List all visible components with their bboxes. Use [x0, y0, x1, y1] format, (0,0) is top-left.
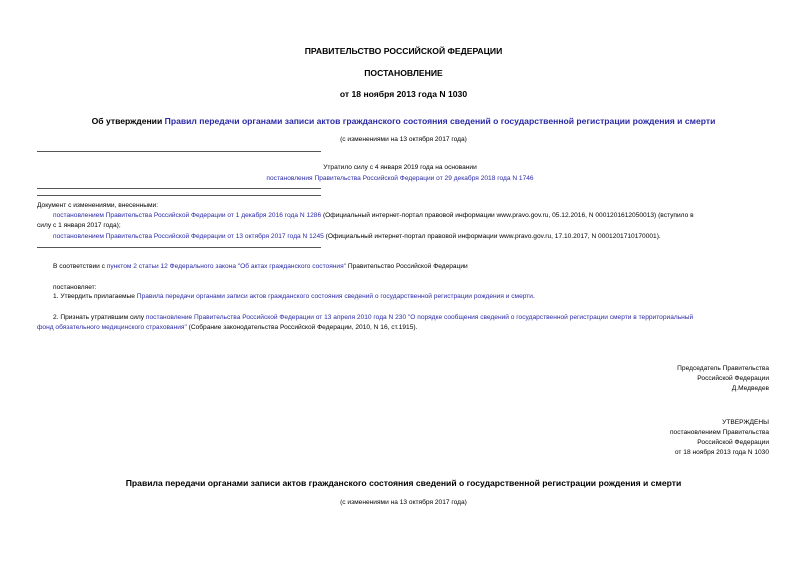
amendments-intro: Документ с изменениями, внесенными: — [37, 202, 159, 209]
amended-note: (с изменениями на 13 октября 2017 года) — [340, 136, 467, 143]
separator-line — [37, 195, 321, 196]
rules-amended-note: (с изменениями на 13 октября 2017 года) — [340, 499, 467, 506]
clause-1-suffix: . — [532, 293, 535, 300]
clause-2-prefix: 2. Признать утратившим силу — [53, 314, 146, 321]
clause-1-prefix: 1. Утвердить прилагаемые — [53, 293, 137, 300]
separator-line — [37, 188, 321, 189]
amendment-item-1-cont: силу с 1 января 2017 года); — [37, 222, 121, 229]
doc-title-prefix: Об утверждении — [91, 116, 165, 126]
doc-title — [0, 116, 807, 126]
lapsed-link[interactable]: постановления Правительства Российской Федерации от 29 декабря 2018 года N 1746 — [266, 175, 534, 182]
lapsed-notice: Утратило силу с 4 января 2019 года на основании — [323, 164, 477, 171]
clause-2-link-b[interactable]: фонд обязательного медицинского страхования" — [37, 324, 187, 331]
approved-date: от 18 ноября 2013 года N 1030 — [674, 449, 769, 456]
amendment-2-link[interactable]: постановлением Правительства Российской Федерации от 13 октября 2017 года N 1245 — [53, 233, 324, 240]
preamble-link[interactable]: пунктом 2 статьи 12 Федерального закона "Об актах гражданского состояния" — [106, 263, 347, 270]
signature-name: Д.Медведев — [731, 385, 769, 392]
separator-line — [37, 151, 321, 152]
approved-by: постановлением Правительства — [669, 429, 769, 436]
rules-title: Правила передачи органами записи актов гражданского состояния сведений о государственной регистрации рождения и смерти — [125, 478, 682, 488]
doc-date-number: от 18 ноября 2013 года N 1030 — [339, 89, 468, 99]
clause-1-link[interactable]: Правила передачи органами записи актов гражданского состояния сведений о государственной регистрации рождения и смерти — [136, 293, 533, 300]
separator-line — [37, 247, 321, 248]
amendment-item-2 — [53, 232, 661, 242]
clause-2-link-a[interactable]: постановление Правительства Российской Федерации от 13 апреля 2010 года N 230 "О порядке сообщения сведений о государственной регистрации смерти в территориальный — [145, 314, 694, 321]
preamble-suffix: Правительство Российской Федерации — [346, 263, 468, 270]
clause-2-cont — [37, 323, 417, 333]
government-heading: ПРАВИТЕЛЬСТВО РОССИЙСКОЙ ФЕДЕРАЦИИ — [304, 46, 503, 56]
signature-country: Российской Федерации — [697, 375, 769, 382]
preamble-prefix: В соответствии с — [53, 263, 107, 270]
amendment-1-text: (Официальный интернет-портал правовой информации www.pravo.gov.ru, 05.12.2016, N 0001201612050013) (вступило в — [321, 212, 694, 219]
clause-2-suffix: (Собрание законодательства Российской Федерации, 2010, N 16, ст.1915). — [186, 324, 418, 331]
doc-title-link[interactable]: Правил передачи органами записи актов гражданского состояния сведений о государственной регистрации рождения и смерти — [164, 116, 716, 126]
doc-type-heading: ПОСТАНОВЛЕНИЕ — [364, 68, 443, 78]
preamble — [53, 262, 468, 272]
signature-title: Председатель Правительства — [677, 365, 769, 372]
approved-label: УТВЕРЖДЕНЫ — [722, 419, 769, 426]
clause-2 — [53, 313, 693, 323]
decides-text: постановляет: — [53, 284, 97, 291]
amendment-2-text: (Официальный интернет-портал правовой информации www.pravo.gov.ru, 17.10.2017, N 0001201710170001). — [323, 233, 661, 240]
amendment-item-1 — [53, 211, 694, 221]
amendment-1-link[interactable]: постановлением Правительства Российской Федерации от 1 декабря 2016 года N 1286 — [53, 212, 322, 219]
clause-1 — [53, 292, 535, 302]
approved-country: Российской Федерации — [697, 439, 769, 446]
